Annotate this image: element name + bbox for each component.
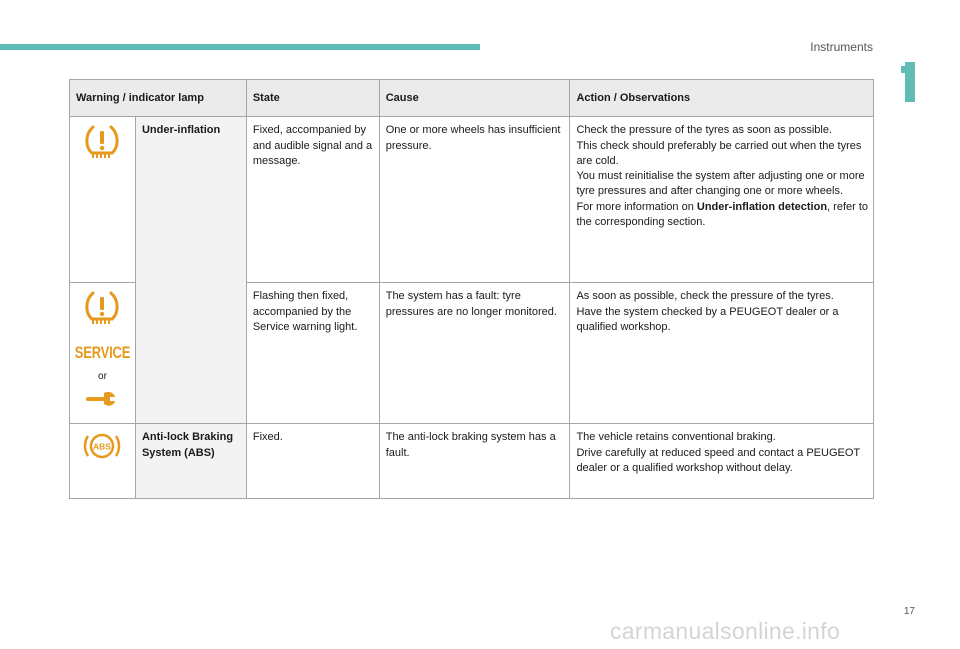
service-icon: SERVICE bbox=[74, 343, 131, 363]
section-title: Instruments bbox=[810, 40, 873, 54]
action-line: The vehicle retains conventional braking. bbox=[576, 431, 776, 444]
or-label: or bbox=[98, 370, 107, 382]
lamp-name-abs: Anti-lock Braking System (ABS) bbox=[135, 424, 246, 499]
wrench-icon bbox=[86, 388, 118, 408]
table-row bbox=[70, 117, 874, 283]
chapter-number bbox=[901, 62, 915, 102]
action-cell bbox=[570, 283, 874, 424]
lamp-name-under-inflation: Under-inflation bbox=[135, 117, 246, 424]
cause-cell: The system has a fault: tyre pressures are no longer monitored. bbox=[379, 283, 570, 424]
table-header-row bbox=[70, 80, 874, 117]
header-cause: Cause bbox=[379, 80, 570, 117]
action-line: Drive carefully at reduced speed and contact a PEUGEOT dealer or a qualified workshop without delay. bbox=[576, 446, 860, 474]
action-line: This check should preferably be carried out when the tyres are cold. bbox=[576, 139, 862, 167]
cause-cell: The anti-lock braking system has a fault. bbox=[379, 424, 570, 499]
tyre-pressure-warning-icon bbox=[82, 123, 122, 163]
action-line: Have the system checked by a PEUGEOT dealer or a qualified workshop. bbox=[576, 305, 839, 333]
state-cell: Fixed. bbox=[246, 424, 379, 499]
action-line: As soon as possible, check the pressure of the tyres. bbox=[576, 290, 834, 303]
action-more-prefix: For more information on bbox=[576, 200, 697, 213]
header-state: State bbox=[246, 80, 379, 117]
chapter-number-glyph bbox=[901, 62, 915, 102]
warning-lamp-table bbox=[69, 79, 874, 499]
action-line: You must reinitialise the system after adjusting one or more tyre pressures and after changing one or more wheels. bbox=[576, 170, 865, 198]
accent-bar bbox=[0, 44, 480, 50]
lamp-icon-cell bbox=[70, 117, 136, 283]
table-row bbox=[70, 424, 874, 499]
lamp-icon-cell bbox=[70, 424, 136, 499]
state-cell: Flashing then fixed, accompanied by the Service warning light. bbox=[246, 283, 379, 424]
header-action: Action / Observations bbox=[570, 80, 874, 117]
abs-warning-icon bbox=[83, 430, 121, 462]
abs-label: ABS bbox=[93, 441, 112, 452]
header-lamp: Warning / indicator lamp bbox=[70, 80, 247, 117]
action-line bbox=[576, 200, 868, 231]
cross-reference: Under-inflation detection bbox=[696, 200, 828, 213]
watermark: carmanualsonline.info bbox=[610, 618, 841, 644]
cause-cell: One or more wheels has insufficient pressure. bbox=[379, 117, 570, 283]
action-line: Check the pressure of the tyres as soon as possible. bbox=[576, 124, 833, 137]
state-cell: Fixed, accompanied by and audible signal and a message. bbox=[246, 117, 379, 283]
page-number: 17 bbox=[903, 606, 915, 617]
lamp-icon-cell bbox=[70, 283, 136, 424]
action-cell bbox=[570, 424, 874, 499]
action-more-suffix: , refer to the corresponding section. bbox=[576, 200, 869, 229]
action-cell bbox=[570, 117, 874, 283]
tyre-pressure-warning-icon bbox=[82, 289, 122, 329]
